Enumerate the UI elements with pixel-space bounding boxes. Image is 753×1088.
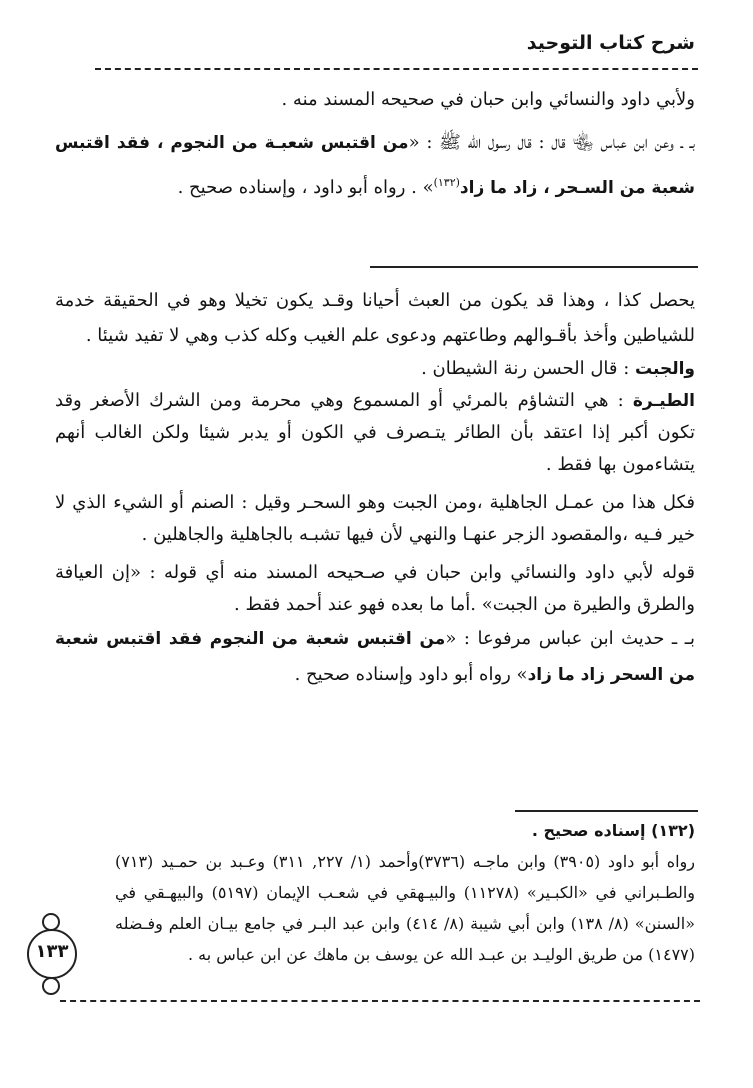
footnote (115, 815, 695, 970)
footer-rule (60, 1000, 700, 1002)
hadith-tail: » . رواه أبو داود ، وإسناده صحيح . (177, 177, 434, 198)
main-text (55, 82, 695, 208)
jibt-text: : قال الحسن رنة الشيطان . (421, 358, 636, 379)
hadith-text: من اقتبس شعبـة من النجوم ، فقد اقتبس شعبة من السـحر ، زاد ما زاد (55, 133, 695, 198)
commentary-paragraph-4: فكل هذا من عمـل الجاهلية ،ومن الجبت وهو السحـر وقيل : الصنم أو الشيء الذي لا خير فـيه ،والمقصود الزجر عنهـا والنهي لأن فيها تشبـه بالجاهلية والجاهلين . (55, 492, 695, 545)
section-rule (370, 266, 698, 268)
commentary-paragraph-5: قوله لأبي داود والنسائي وابن حبان في صـحيحه المسند منه أي قوله : «إن العيافة والطرق والطيرة من الجبت» .أما ما بعده فهو عند أحمد فقط . (55, 562, 695, 615)
running-title: شرح كتاب التوحيد (526, 32, 695, 54)
hadith2-lead: بـ ـ حديث ابن عباس مرفوعا : « (445, 628, 695, 649)
hadith2-tail: » رواه أبو داود وإسناده صحيح . (294, 664, 528, 685)
tiyara-text: : هي التشاؤم بالمرئي أو المسموع وهي محرمة ومن الشرك الأصغر وقد تكون أكبر إذا اعتقد بأن الطائر يتـصرف في الكون أو يدبر شيئا ولكن الغالب أنهم يتشاءمون بها فقط . (55, 390, 695, 475)
tiyara-definition (55, 385, 695, 481)
commentary-paragraph-1: يحصل كذا ، وهذا قد يكون من العبث أحيانا وقـد يكون تخيلا وهو في الحقيقة خدمة للشياطين وأخذ بأقـوالهم وطاعتهم ودعوى علم الغيب وكله كذب وهي لا تفيد شيئا . (55, 290, 695, 346)
header-rule (95, 68, 698, 70)
commentary-paragraph-6 (55, 621, 695, 693)
footnote-heading: (١٣٢) إسناده صحيح . (531, 821, 695, 840)
hadith2-text: من اقتبس شعبة من النجوم فقد اقتبس شعبة من السحر زاد ما زاد (55, 629, 695, 685)
jibt-label: والجبت (635, 359, 695, 379)
jibt-definition (55, 353, 695, 385)
footnote-ref: (١٣٢) (433, 176, 460, 189)
commentary (55, 283, 695, 693)
page-number: ١٣٣ (35, 941, 69, 962)
hadith-lead: بـ ـ وعن ابن عباس ﵄ قال : قال رسول الله ﷺ : « (408, 132, 695, 153)
page-header (95, 32, 695, 70)
ornament-bottom-icon (42, 977, 60, 995)
footnote-body: رواه أبو داود (٣٩٠٥) وابن ماجـه (٣٧٣٦)وأحمد (١/ ٢٢٧, ٣١١) وعـبد بن حمـيد (٧١٣) والطـبراني في «الكبـير» (١١٢٧٨) والبيـهقي في شعـب الإيمان (٥١٩٧) والبيهـقي في «السنن» (٨/ ١٣٨) وابن أبي شيبة (٨/ ٤١٤) وابن عبد البـر في جامع بيـان العلم وفـضله (١٤٧٧) من طريق الوليـد بن عبـد الله عن يوسف بن ماهك عن ابن عباس به . (115, 852, 696, 964)
tiyara-label: الطيـرة (632, 391, 695, 411)
paragraph-1: ولأبي داود والنسائي وابن حبان في صحيحه المسند منه . (281, 89, 695, 110)
footnote-rule (515, 810, 698, 812)
hadith-paragraph (55, 123, 695, 208)
page-number-ornament (22, 913, 80, 993)
